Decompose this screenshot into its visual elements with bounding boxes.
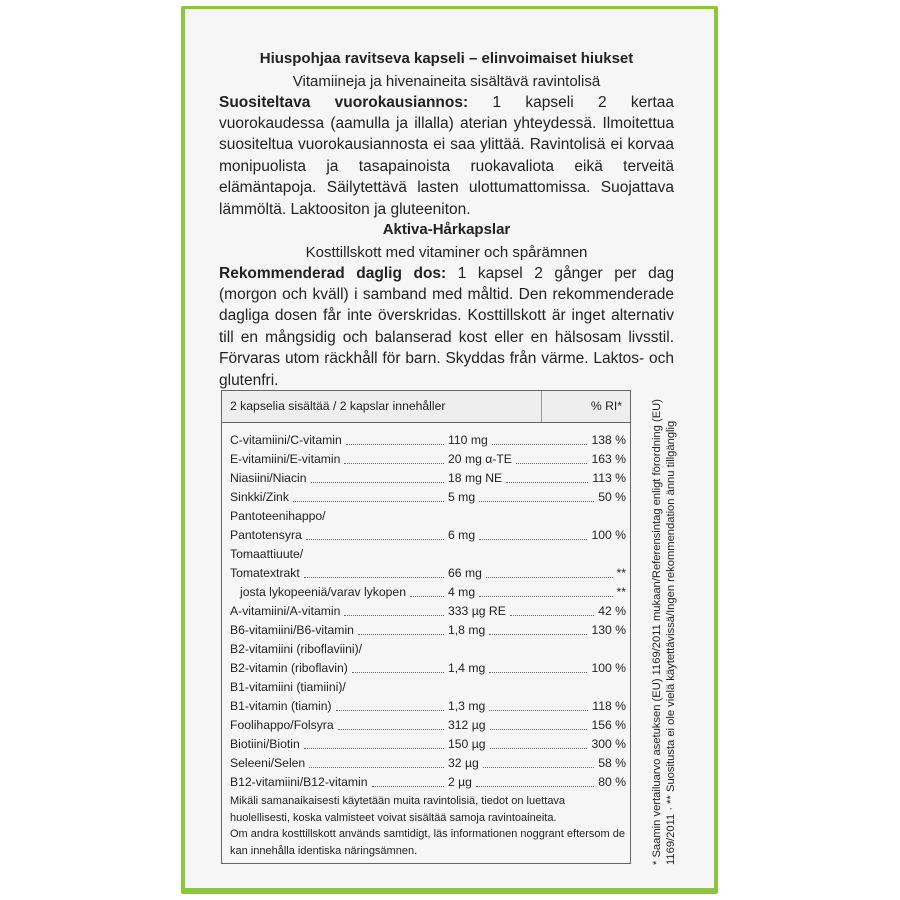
dot-leader xyxy=(492,431,588,445)
table-row xyxy=(230,697,626,716)
nutrient-name: A-vitamiini/A-vitamin xyxy=(230,604,341,618)
sv-dose-paragraph xyxy=(219,263,674,391)
nutrient-name: E-vitamiini/E-vitamin xyxy=(230,452,341,466)
table-row xyxy=(230,640,626,659)
fi-dose-label: Suositeltava vuorokausiannos: xyxy=(219,93,469,111)
nutrient-ri-percent: 58 % xyxy=(598,756,626,770)
nutrient-name: B12-vitamiini/B12-vitamin xyxy=(230,775,368,789)
side-footnote xyxy=(640,399,688,865)
nutrient-name: B1-vitamin (tiamin) xyxy=(230,699,332,713)
nutrient-amount: 1,4 mg xyxy=(448,661,486,675)
nutrient-name: Pantotensyra xyxy=(230,528,302,542)
table-row xyxy=(230,564,626,583)
nutrient-ri-percent: 100 % xyxy=(591,528,626,542)
dot-leader xyxy=(476,773,594,787)
nutrient-ri-percent: 80 % xyxy=(598,775,626,789)
nutrient-amount: 150 µg xyxy=(448,737,486,751)
nutrient-amount: 110 mg xyxy=(448,433,488,447)
dot-leader xyxy=(304,564,444,578)
nutrient-name: Seleeni/Selen xyxy=(230,756,306,770)
nutrient-amount: 1,8 mg xyxy=(448,623,486,637)
fi-subtitle: Vitamiineja ja hivenaineita sisältävä ravintolisä xyxy=(292,72,601,90)
dot-leader xyxy=(306,526,444,540)
nutrient-amount: 32 µg xyxy=(448,756,479,770)
swedish-section xyxy=(219,219,674,391)
table-row xyxy=(230,621,626,640)
nutrient-amount: 5 mg xyxy=(448,490,476,504)
nutrient-ri-percent: ** xyxy=(616,585,626,599)
table-row xyxy=(230,488,626,507)
table-row xyxy=(230,659,626,678)
table-row xyxy=(230,583,626,602)
nutrient-amount: 18 mg NE xyxy=(448,471,503,485)
dot-leader xyxy=(358,621,444,635)
nutrient-ri-percent: 100 % xyxy=(591,661,626,675)
dot-leader xyxy=(506,469,588,483)
nutrient-ri-percent: 138 % xyxy=(591,433,626,447)
note-fi: Mikäli samanaikaisesti käytetään muita ravintolisiä, tiedot on luettava huolellisesti, koska valmisteet voivat sisältää samoja ravintoaineita. xyxy=(230,795,566,824)
dot-leader xyxy=(309,754,444,768)
table-row xyxy=(230,450,626,469)
dot-leader xyxy=(336,697,444,711)
nutrient-name: B2-vitamiini (riboflaviini)/ xyxy=(230,642,363,656)
nutrient-amount: 66 mg xyxy=(448,566,482,580)
sv-dose-label: Rekommenderad daglig dos: xyxy=(219,264,447,282)
nutrition-table xyxy=(221,390,631,864)
header-divider xyxy=(541,391,542,422)
nutrient-name: Niasiini/Niacin xyxy=(230,471,307,485)
dot-leader xyxy=(293,488,444,502)
nutrient-name: Tomatextrakt xyxy=(230,566,300,580)
nutrient-amount: 20 mg α-TE xyxy=(448,452,512,466)
table-header-contents: 2 kapselia sisältää / 2 kapslar innehåller xyxy=(230,399,446,413)
side-footnote-line2: 1169/2011 · ** Suositusta ei ole vielä käytettävissä/Ingen rekommendation ännu tillgänglig xyxy=(665,420,677,865)
note-sv: Om andra kosttillskott används samtidigt, läs informationen noggrant eftersom de kan innehålla identiska näringsämnen. xyxy=(230,828,625,857)
nutrient-name: josta lykopeeniä/varav lykopen xyxy=(240,585,406,599)
table-row xyxy=(230,431,626,450)
table-row xyxy=(230,526,626,545)
sv-dose-text: 1 kapsel 2 gånger per dag (morgon och kväll) i samband med måltid. Den rekommenderade dagliga dosen får inte överskridas. Kosttillskott är inget alternativ till en mångsidig och balanserad kost eller en hälsosam livsstil. Förvaras utom räckhåll för barn. Skyddas från värme. Laktos- och glutenfri. xyxy=(219,264,674,389)
nutrient-ri-percent: 118 % xyxy=(592,699,626,713)
dot-leader xyxy=(479,583,612,597)
side-footnote-line1: * Saamin vertailuarvo asetuksen (EU) 1169/2011 mukaan/Referensintag enligt förordning (EU) xyxy=(651,399,663,865)
finnish-section xyxy=(219,48,674,220)
nutrient-ri-percent: 113 % xyxy=(592,471,626,485)
table-row xyxy=(230,735,626,754)
dot-leader xyxy=(489,659,587,673)
nutrient-name: Sinkki/Zink xyxy=(230,490,289,504)
dot-leader xyxy=(311,469,444,483)
nutrient-name: B2-vitamin (riboflavin) xyxy=(230,661,348,675)
nutrient-amount: 1,3 mg xyxy=(448,699,486,713)
fi-dose-text: 1 kapseli 2 kertaa vuorokaudessa (aamulla ja illalla) aterian yhteydessä. Ilmoitettua suositeltua vuorokausiannosta ei saa ylittää. Ravintolisä ei korvaa monipuolista ja tasapainoista ruokavaliota eikä terveitä elämäntapoja. Säilytettävä lasten ulottumattomissa. Suojattava lämmöltä. Laktoositon ja gluteeniton. xyxy=(219,93,674,218)
nutrient-name: B6-vitamiini/B6-vitamin xyxy=(230,623,354,637)
dot-leader xyxy=(479,488,594,502)
nutrient-amount: 312 µg xyxy=(448,718,486,732)
table-row xyxy=(230,773,626,792)
nutrient-amount: 4 mg xyxy=(448,585,476,599)
dot-leader xyxy=(479,526,587,540)
dot-leader xyxy=(338,716,444,730)
table-row xyxy=(230,545,626,564)
dot-leader xyxy=(372,773,445,787)
nutrient-ri-percent: 42 % xyxy=(598,604,626,618)
nutrient-name: Biotiini/Biotin xyxy=(230,737,300,751)
dot-leader xyxy=(489,697,588,711)
nutrient-name: C-vitamiini/C-vitamin xyxy=(230,433,342,447)
table-row xyxy=(230,754,626,773)
sv-subtitle: Kosttillskott med vitaminer och spårämnen xyxy=(305,243,588,261)
fi-dose-paragraph xyxy=(219,92,674,220)
nutrient-ri-percent: 300 % xyxy=(591,737,626,751)
nutrient-ri-percent: 156 % xyxy=(591,718,626,732)
nutrient-ri-percent: ** xyxy=(616,566,626,580)
nutrient-name: Tomaattiuute/ xyxy=(230,547,304,561)
dot-leader xyxy=(490,735,588,749)
dot-leader xyxy=(344,450,444,464)
table-header xyxy=(222,391,630,423)
dot-leader xyxy=(489,621,587,635)
dot-leader xyxy=(410,583,444,597)
nutrient-amount: 333 µg RE xyxy=(448,604,506,618)
table-row xyxy=(230,716,626,735)
dot-leader xyxy=(510,602,594,616)
nutrient-amount: 6 mg xyxy=(448,528,476,542)
table-row xyxy=(230,469,626,488)
nutrient-ri-percent: 50 % xyxy=(598,490,626,504)
table-header-ri: % RI* xyxy=(590,399,622,413)
fi-title: Hiuspohjaa ravitseva kapseli – elinvoimaiset hiukset xyxy=(259,50,634,67)
dot-leader xyxy=(352,659,444,673)
dot-leader xyxy=(483,754,594,768)
nutrient-name: Pantoteenihappo/ xyxy=(230,509,326,523)
dot-leader xyxy=(490,716,588,730)
side-footnote-text xyxy=(650,399,678,865)
table-row xyxy=(230,507,626,526)
sv-title: Aktiva-Hårkapslar xyxy=(382,221,511,238)
dot-leader xyxy=(304,735,444,749)
table-rows xyxy=(230,431,626,792)
nutrient-amount: 2 µg xyxy=(448,775,472,789)
table-row xyxy=(230,602,626,621)
dot-leader xyxy=(486,564,613,578)
table-footnotes xyxy=(230,793,626,859)
nutrient-name: Foolihappo/Folsyra xyxy=(230,718,334,732)
nutrient-name: B1-vitamiini (tiamiini)/ xyxy=(230,680,346,694)
dot-leader xyxy=(346,431,444,445)
table-row xyxy=(230,678,626,697)
dot-leader xyxy=(344,602,444,616)
nutrient-ri-percent: 130 % xyxy=(591,623,626,637)
nutrient-ri-percent: 163 % xyxy=(591,452,626,466)
dot-leader xyxy=(516,450,588,464)
